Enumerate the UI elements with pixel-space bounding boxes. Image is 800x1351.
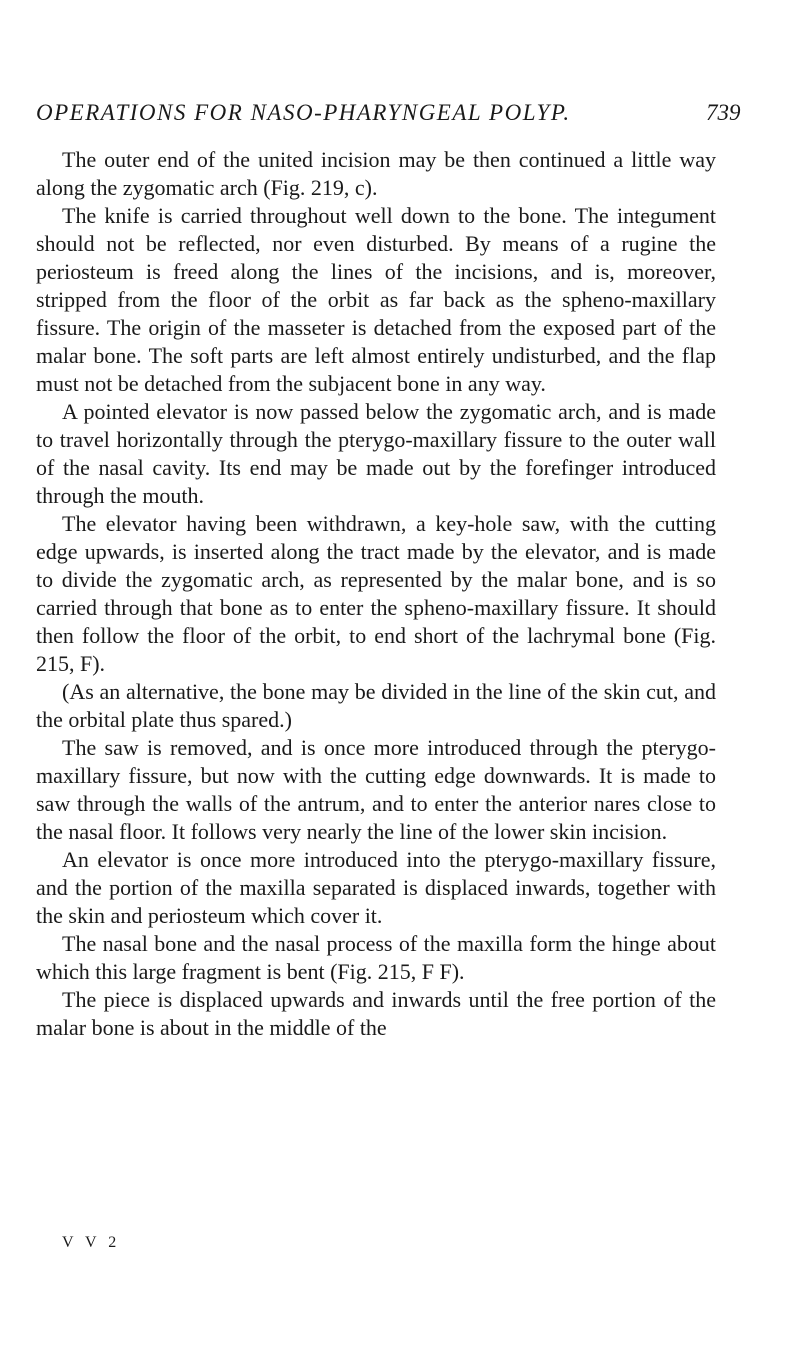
paragraph: The outer end of the united incision may be then continued a little way along the zygomatic arch (Fig. 219, c). [36, 147, 716, 200]
paragraph: An elevator is once more introduced into the pterygo-maxillary fissure, and the portion of the maxilla separated is displaced inwards, together with the skin and periosteum which cover it. [36, 847, 716, 928]
signature-mark: V V 2 [62, 1234, 121, 1251]
paragraph: (As an alternative, the bone may be divided in the line of the skin cut, and the orbital plate thus spared.) [36, 679, 716, 732]
body-text [36, 146, 716, 1042]
running-title: OPERATIONS FOR NASO-PHARYNGEAL POLYP. [36, 100, 571, 125]
paragraph: The elevator having been withdrawn, a key-hole saw, with the cutting edge upwards, is inserted along the tract made by the elevator, and is made to divide the zygomatic arch, as represented by the malar bone, and is so carried through that bone as to enter the spheno-maxillary fissure. It should then follow the floor of the orbit, to end short of the lachrymal bone (Fig. 215, F). [36, 511, 716, 676]
paragraph: The piece is displaced upwards and inwards until the free portion of the malar bone is about in the middle of the [36, 987, 716, 1040]
page-number: 739 [706, 100, 741, 125]
paragraph: The saw is removed, and is once more introduced through the pterygo-maxillary fissure, but now with the cutting edge downwards. It is made to saw through the walls of the antrum, and to enter the anterior nares close to the nasal floor. It follows very nearly the line of the lower skin incision. [36, 735, 716, 844]
running-head [0, 100, 800, 136]
paragraph: The knife is carried throughout well down to the bone. The integument should not be reflected, nor even disturbed. By means of a rugine the periosteum is freed along the lines of the incisions, and is, moreover, stripped from the floor of the orbit as far back as the spheno-maxillary fissure. The origin of the masseter is detached from the exposed part of the malar bone. The soft parts are left almost entirely undisturbed, and the flap must not be detached from the subjacent bone in any way. [36, 203, 716, 396]
paragraph: The nasal bone and the nasal process of the maxilla form the hinge about which this large fragment is bent (Fig. 215, F F). [36, 931, 716, 984]
paragraph: A pointed elevator is now passed below the zygomatic arch, and is made to travel horizontally through the pterygo-maxillary fissure to the outer wall of the nasal cavity. Its end may be made out by the forefinger introduced through the mouth. [36, 399, 716, 508]
